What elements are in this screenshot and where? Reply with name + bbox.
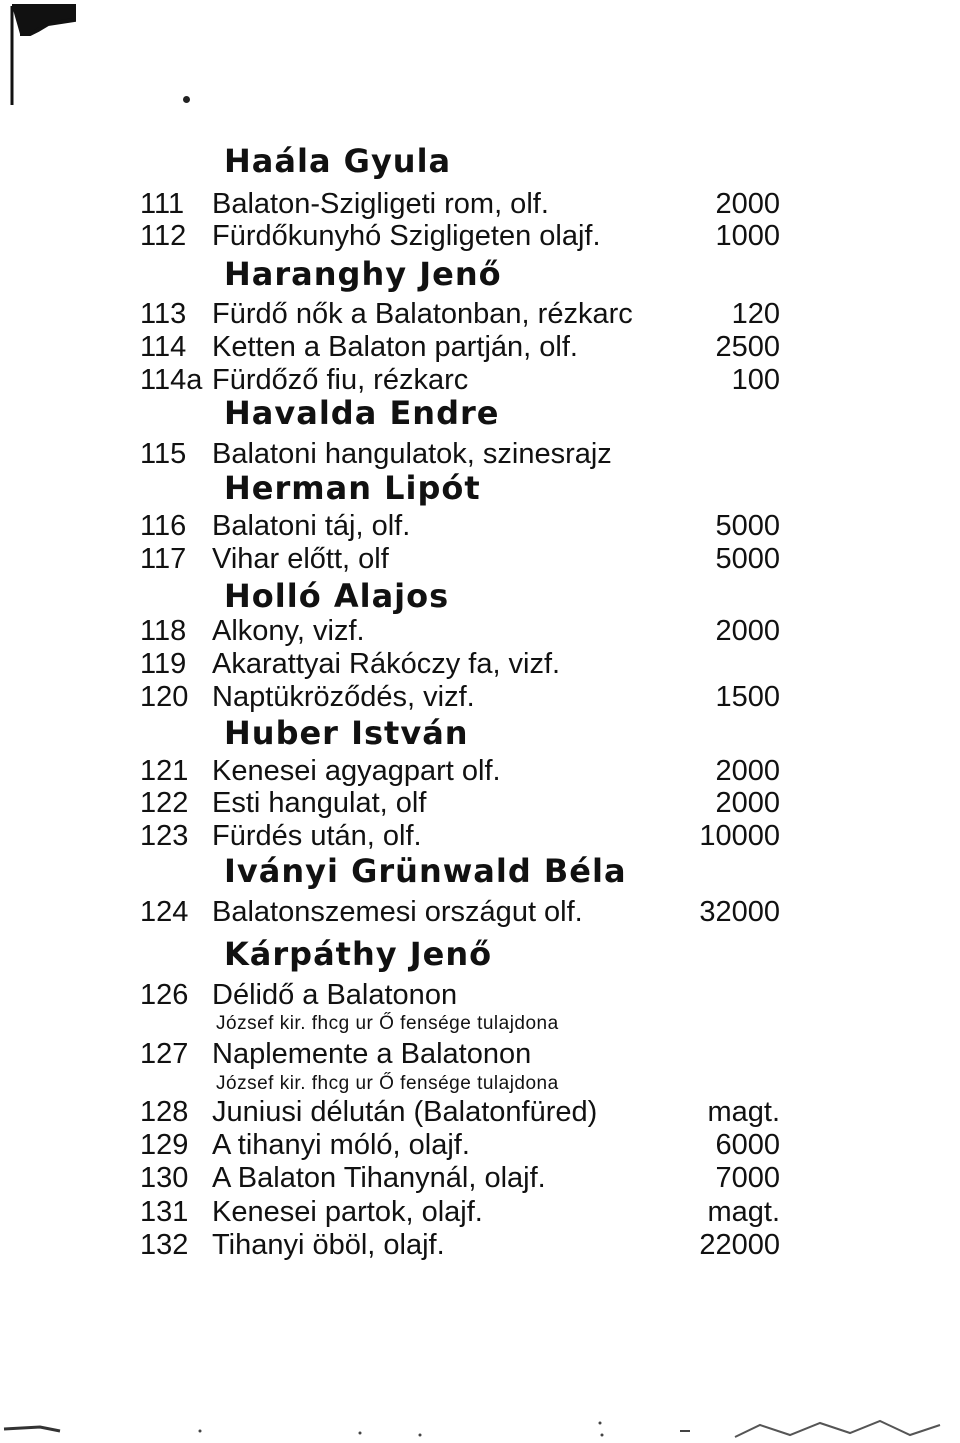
- entry-number: 128: [140, 1096, 189, 1128]
- artist-name: Havalda Endre: [224, 394, 500, 432]
- entry-title: Balatonszemesi országut olf.: [212, 896, 583, 928]
- entry-price: 7000: [715, 1162, 780, 1194]
- entry-number: 114: [140, 331, 187, 363]
- entry-price: 1000: [715, 220, 780, 252]
- scan-noise-bottom: [0, 1415, 960, 1443]
- ownership-note: József kir. fhcg ur Ő fensége tulajdona: [216, 1073, 559, 1094]
- entry-number: 129: [140, 1129, 189, 1161]
- entry-title: Balaton-Szigligeti rom, olf.: [212, 188, 549, 220]
- entry-title: Naptükröződés, vizf.: [212, 681, 475, 713]
- artist-name: Holló Alajos: [224, 577, 450, 615]
- entry-number: 127: [140, 1038, 189, 1070]
- entry-price: 100: [731, 364, 780, 396]
- entry-number: 131: [140, 1196, 189, 1228]
- artist-name: Haranghy Jenő: [224, 255, 502, 293]
- entry-number: 132: [140, 1229, 189, 1261]
- artist-name: Huber István: [224, 714, 469, 752]
- entry-title: A tihanyi móló, olajf.: [212, 1129, 470, 1161]
- entry-price: 1500: [715, 681, 780, 713]
- entry-title: Kenesei partok, olajf.: [212, 1196, 483, 1228]
- entry-number: 114a: [140, 364, 203, 396]
- entry-number: 118: [140, 615, 187, 647]
- entry-number: 124: [140, 896, 189, 928]
- entry-price: 32000: [699, 896, 780, 928]
- entry-title: A Balaton Tihanynál, olajf.: [212, 1162, 546, 1194]
- entry-title: Vihar előtt, olf: [212, 543, 389, 575]
- entry-number: 121: [140, 755, 189, 787]
- entry-title: Esti hangulat, olf: [212, 787, 427, 819]
- entry-number: 115: [140, 438, 187, 470]
- entry-price: magt.: [707, 1196, 780, 1228]
- artist-name: Haála Gyula: [224, 142, 452, 180]
- entry-title: Ketten a Balaton partján, olf.: [212, 331, 578, 363]
- entry-number: 113: [140, 298, 187, 330]
- artist-name: Iványi Grünwald Béla: [224, 852, 627, 890]
- entry-price: 2000: [715, 615, 780, 647]
- entry-number: 112: [140, 220, 187, 252]
- entry-number: 117: [140, 543, 187, 575]
- artist-name: Kárpáthy Jenő: [224, 935, 493, 973]
- entry-title: Alkony, vizf.: [212, 615, 365, 647]
- entry-price: 5000: [715, 543, 780, 575]
- entry-title: Kenesei agyagpart olf.: [212, 755, 501, 787]
- entry-title: Fürdő nők a Balatonban, rézkarc: [212, 298, 633, 330]
- entry-number: 120: [140, 681, 189, 713]
- entry-title: Délidő a Balatonon: [212, 979, 458, 1011]
- entry-price: 22000: [699, 1229, 780, 1261]
- artist-name: Herman Lipót: [224, 469, 481, 507]
- entry-number: 111: [140, 188, 185, 220]
- entry-price: 10000: [699, 820, 780, 852]
- entry-price: 2500: [715, 331, 780, 363]
- entry-number: 126: [140, 979, 189, 1011]
- entry-title: Fürdőkunyhó Szigligeten olajf.: [212, 220, 601, 252]
- entry-number: 123: [140, 820, 189, 852]
- entry-number: 116: [140, 510, 187, 542]
- entry-title: Balatoni hangulatok, szinesrajz: [212, 438, 612, 470]
- entry-title: Naplemente a Balatonon: [212, 1038, 532, 1070]
- entry-price: 2000: [715, 755, 780, 787]
- entry-price: 2000: [715, 188, 780, 220]
- entry-title: Balatoni táj, olf.: [212, 510, 411, 542]
- entry-title: Tihanyi öböl, olajf.: [212, 1229, 445, 1261]
- ownership-note: József kir. fhcg ur Ő fensége tulajdona: [216, 1013, 559, 1034]
- entry-title: Fürdés után, olf.: [212, 820, 422, 852]
- entry-number: 130: [140, 1162, 189, 1194]
- entry-number: 122: [140, 787, 189, 819]
- entry-title: Fürdőző fiu, rézkarc: [212, 364, 469, 396]
- entry-number: 119: [140, 648, 187, 680]
- entry-price: magt.: [707, 1096, 780, 1128]
- entry-title: Akarattyai Rákóczy fa, vizf.: [212, 648, 561, 680]
- entry-price: 6000: [715, 1129, 780, 1161]
- entry-price: 120: [731, 298, 780, 330]
- entry-price: 2000: [715, 787, 780, 819]
- entry-title: Juniusi délután (Balatonfüred): [212, 1096, 598, 1128]
- entry-price: 5000: [715, 510, 780, 542]
